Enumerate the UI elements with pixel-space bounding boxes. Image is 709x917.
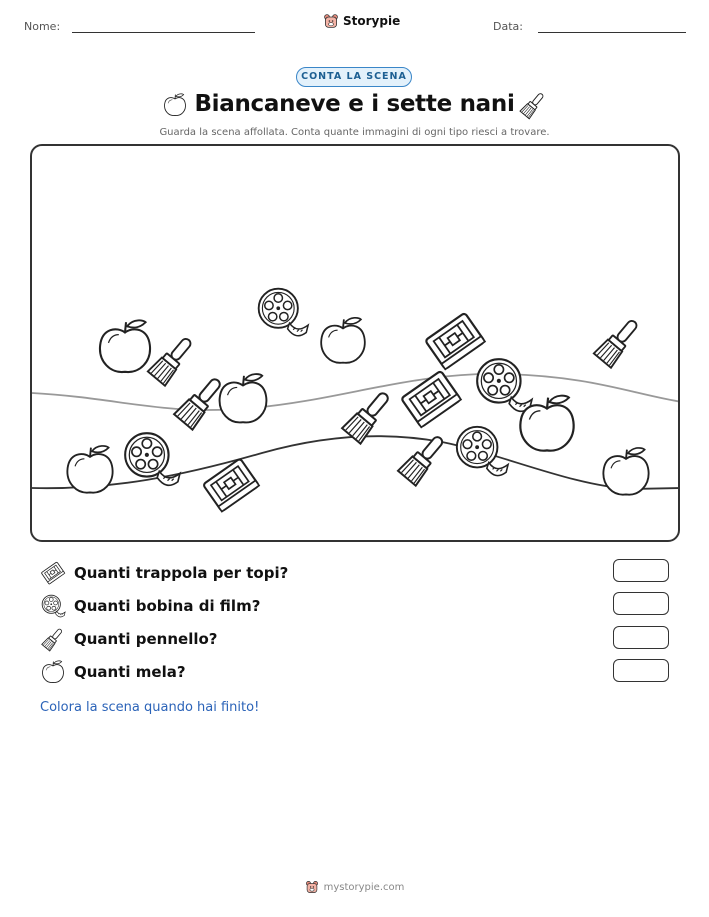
answer-box[interactable] [613,659,669,682]
page-subtitle: Guarda la scena affollata. Conta quante immagini di ogni tipo riesci a trovare. [159,127,550,138]
footer-url[interactable]: mystorypie.com [323,881,405,893]
question-row [40,561,288,585]
question-row [40,627,218,651]
answer-box[interactable] [613,626,669,649]
brush-icon [342,387,395,444]
instruction-text: Colora la scena quando hai finito! [40,700,260,715]
date-field-line[interactable] [538,32,686,33]
question-text: Quanti pennello? [74,630,218,648]
brand-name: Storypie [343,14,401,28]
question-text: Quanti bobina di film? [74,597,261,615]
film-reel-icon [259,289,308,336]
brush-icon [518,90,548,120]
apple-icon [220,374,267,422]
question-row [40,660,186,684]
date-label: Data: [493,20,523,33]
apple-icon [603,448,648,495]
scene-drawing [32,146,680,542]
name-label: Nome: [24,20,61,33]
storypie-bear-icon [323,13,339,29]
mousetrap-icon [401,371,461,428]
brush-icon [594,315,644,368]
film-reel-icon [457,427,508,476]
question-text: Quanti mela? [74,663,186,681]
film-reel-icon [125,433,180,485]
brand-logo [323,13,400,29]
scene-frame [30,144,680,542]
film-reel-icon [40,593,66,619]
apple-icon [321,318,365,363]
mousetrap-icon [425,313,485,370]
apple-icon [40,659,66,685]
brush-icon [148,333,198,386]
brush-icon [40,626,66,652]
question-text: Quanti trappola per topi? [74,564,289,582]
answer-box[interactable] [613,592,669,615]
apple-icon [67,446,112,493]
question-row [40,594,260,618]
film-reel-icon [477,359,532,411]
hill-line-back [32,374,680,410]
storypie-bear-icon [305,880,319,894]
page-title: Biancaneve e i sette nani [194,91,515,117]
name-field-line[interactable] [72,32,255,33]
apple-icon [100,320,150,372]
section-badge: CONTA LA SCENA [296,67,412,87]
answer-box[interactable] [613,559,669,582]
mousetrap-icon [40,560,66,586]
footer [0,880,709,894]
